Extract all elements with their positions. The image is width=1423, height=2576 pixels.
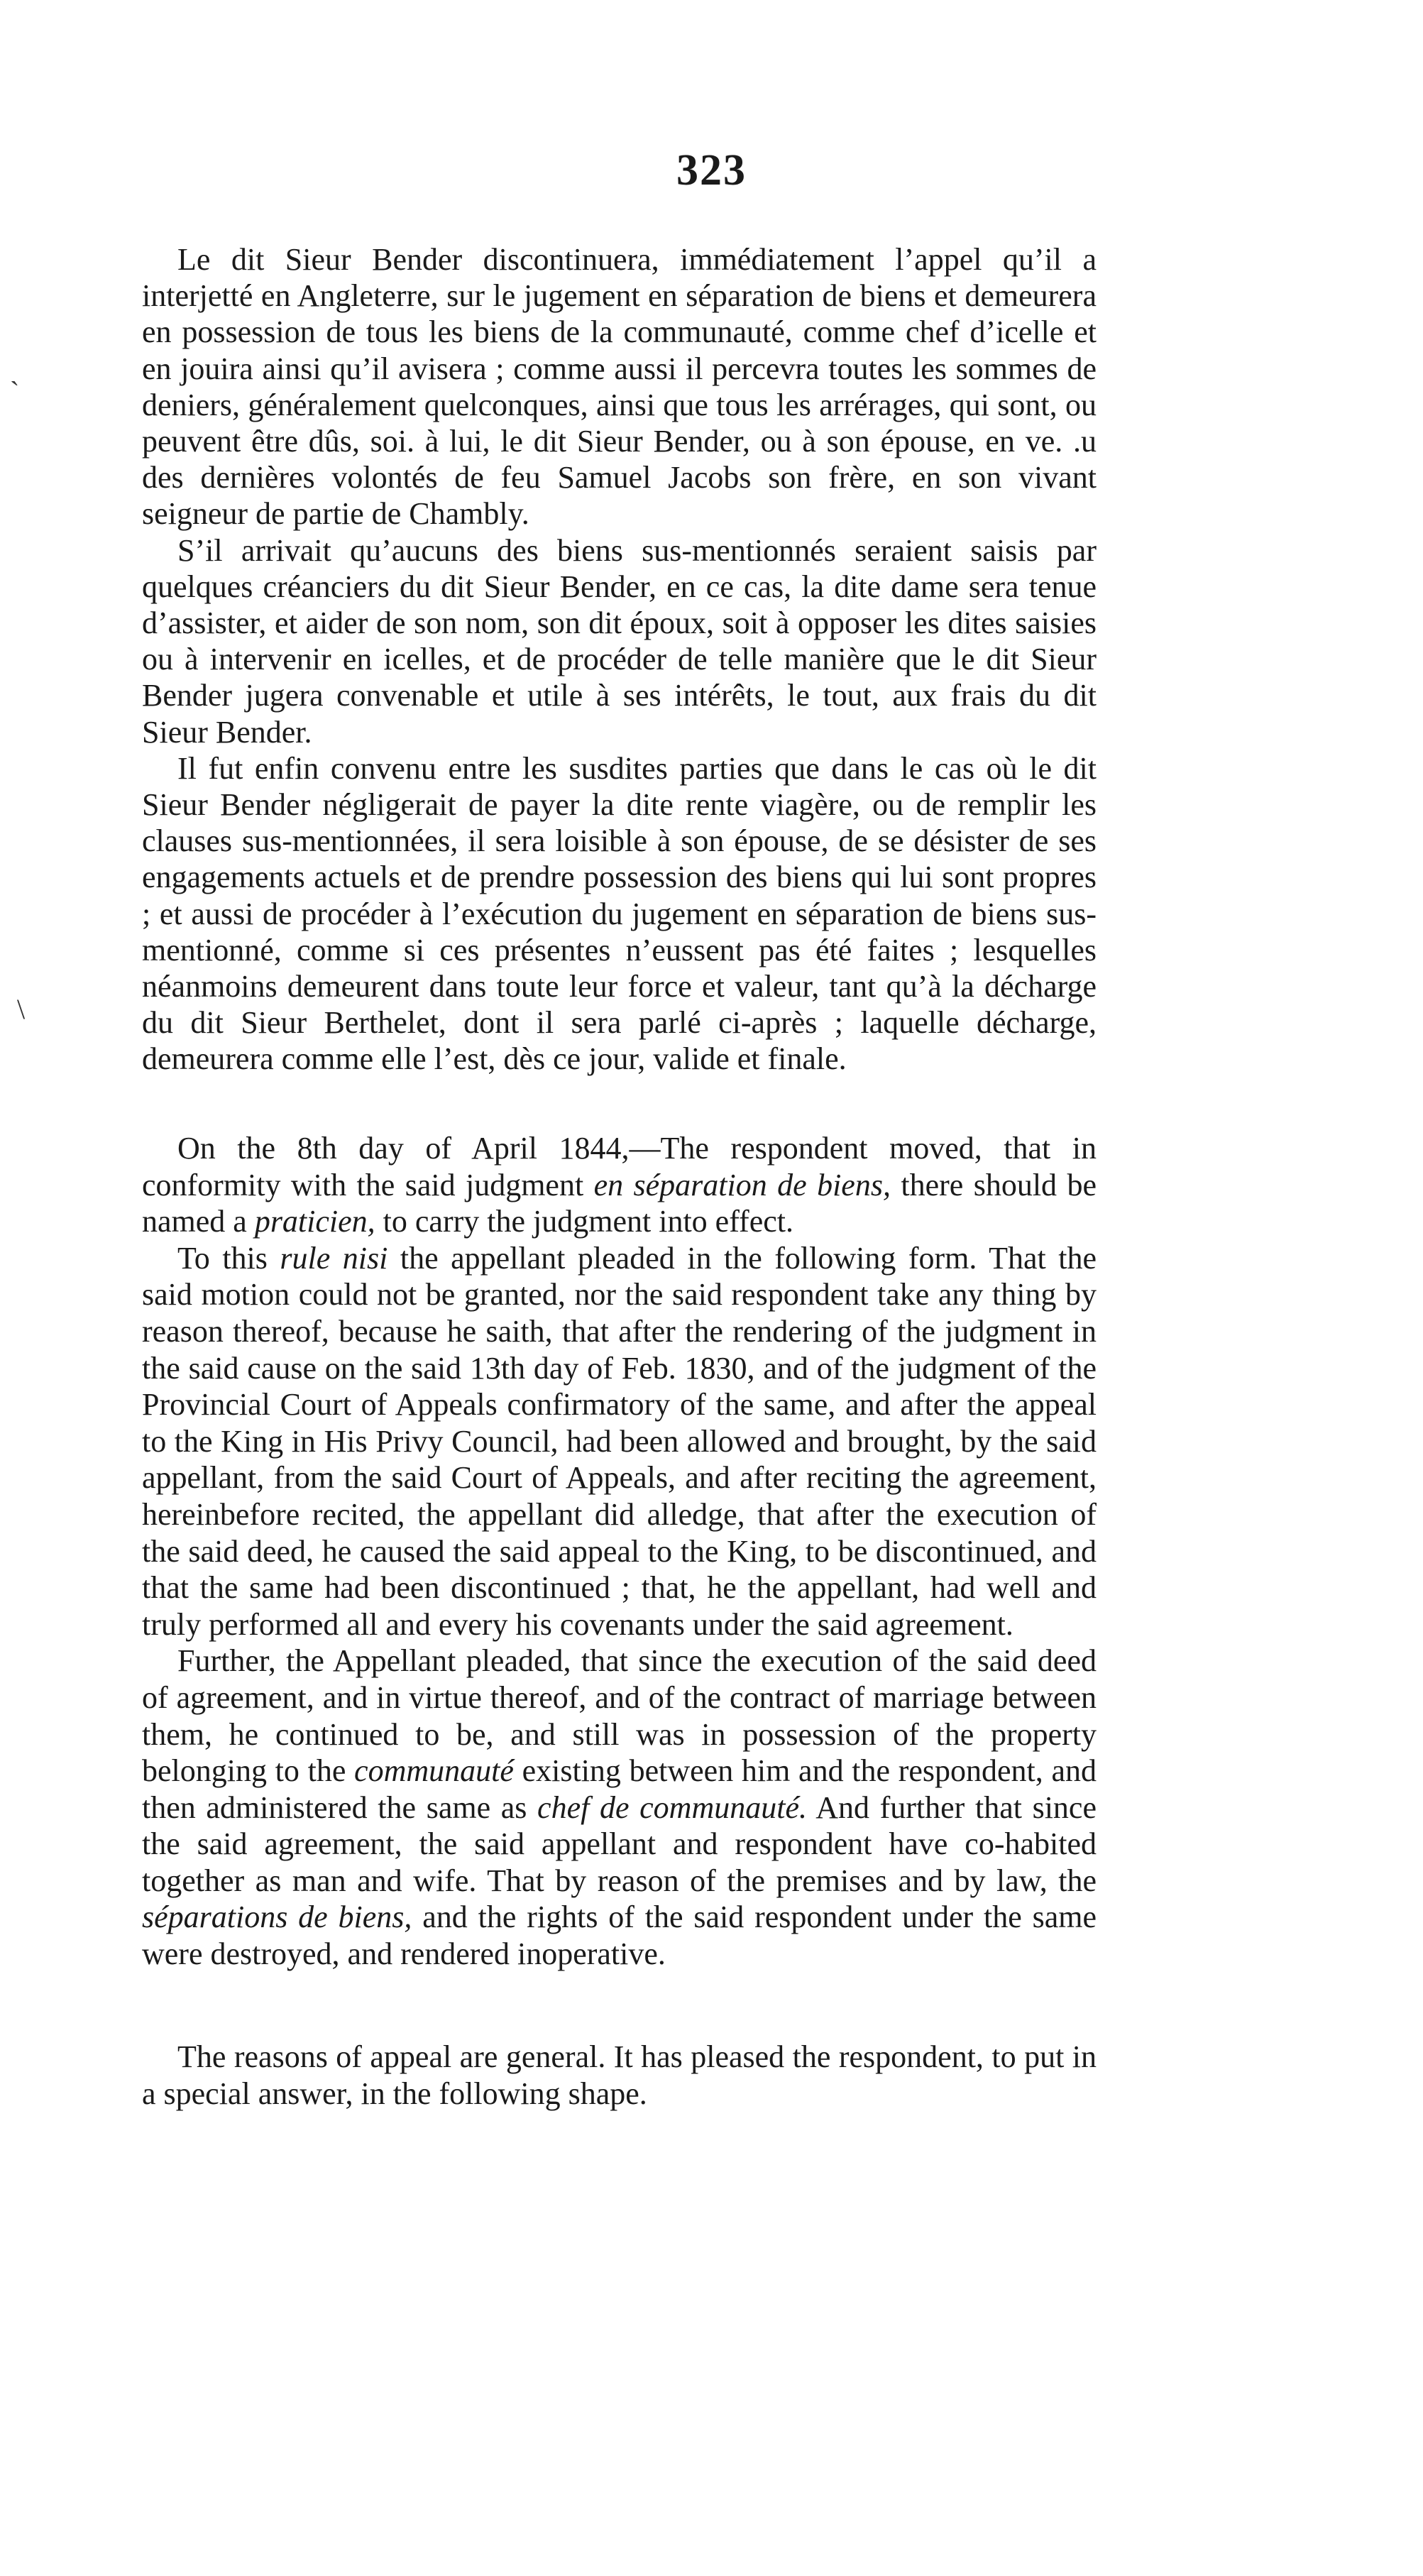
text-run: On the 8th day of April 1844,—The respondent moved, that in conformity with the said judgment (142, 1131, 1097, 1202)
english-passage (142, 1130, 1097, 1973)
text-run: And further that since the said agreement, the said appellant and respondent have co-habited together as man and wife. That by reason of the premises and by law, the (142, 1790, 1097, 1898)
paragraph: Le dit Sieur Bender discontinuera, immédiatement l’appel qu’il a interjetté en Angleterre, sur le jugement en séparation de biens et demeurera en possession de tous les biens de la communauté, comme chef d’icelle et en jouira ainsi qu’il avisera ; comme aussi il percevra toutes les sommes de deniers, généralement quelconques, ainsi que tous les arrérages, qui sont, ou peuvent être dûs, soi. à lui, le dit Sieur Bender, ou à son épouse, en ve. .u des dernières volontés de feu Samuel Jacobs son frère, en son vivant seigneur de partie de Chambly. (142, 242, 1097, 532)
page-number: 323 (676, 146, 747, 194)
text-run: Further, the Appellant pleaded, that since the execution of the said deed of agreement, and in virtue thereof, and of the contract of marriage between them, he continued to be, and still was in possession of the property belonging to the (142, 1643, 1097, 1789)
closing-passage (142, 2039, 1097, 2112)
italic-term: praticien, (254, 1204, 375, 1239)
paragraph: The reasons of appeal are general. It has pleased the respondent, to put in a special answer, in the following shape. (142, 2039, 1097, 2111)
paragraph (142, 1240, 1097, 1643)
italic-term: en séparation de biens, (593, 1167, 891, 1202)
text-run: to carry the judgment into effect. (375, 1204, 793, 1239)
text-run: To this (177, 1240, 280, 1276)
italic-term: chef de communauté. (537, 1790, 807, 1825)
paragraph (142, 1643, 1097, 1972)
text-run: and the rights of the said respondent under the same were destroyed, and rendered inoperative. (142, 1900, 1097, 1972)
italic-term: communauté (354, 1753, 514, 1789)
italic-term: séparations de biens, (142, 1900, 412, 1935)
text-run: the appellant pleaded in the following form. That the said motion could not be granted, nor the said respondent take any thing by reason thereof, because he saith, that after the rendering of the judgment in the said cause on the said 13th day of Feb. 1830, and of the judgment of the Provincial Court of Appeals confirmatory of the same, and after the appeal to the King in His Privy Council, had been allowed and brought, by the said appellant, from the said Court of Appeals, and after reciting the agreement, hereinbefore recited, the appellant did alledge, that after the execution of the said deed, he caused the said appeal to the King, to be discontinued, and that the same had been discontinued ; that, he the appellant, had well and truly performed all and every his covenants under the said agreement. (142, 1240, 1097, 1642)
margin-mark: \ (17, 993, 26, 1025)
paragraph: Il fut enfin convenu entre les susdites parties que dans le cas où le dit Sieur Bender négligerait de payer la dite rente viagère, ou de remplir les clauses sus-mentionnées, il sera loisible à son épouse, de se désister de ses engagements actuels et de prendre possession des biens qui lui sont propres ; et aussi de procéder à l’exécution du jugement en séparation de biens sus-mentionné, comme si ces présentes n’eussent pas été faites ; lesquelles néanmoins demeurent dans toute leur force et valeur, tant qu’à la décharge du dit Sieur Berthelet, dont il sera parlé ci-après ; laquelle décharge, demeurera comme elle l’est, dès ce jour, valide et finale. (142, 750, 1097, 1077)
french-passage (142, 241, 1097, 1078)
margin-mark: ` (10, 376, 20, 407)
text-run: there should be named a (142, 1167, 1097, 1239)
italic-term: rule nisi (280, 1240, 388, 1276)
paragraph (142, 1130, 1097, 1240)
text-run: existing between him and the respondent, and then administered the same as (142, 1753, 1097, 1825)
paragraph: S’il arrivait qu’aucuns des biens sus-mentionnés seraient saisis par quelques créanciers du dit Sieur Bender, en ce cas, la dite dame sera tenue d’assister, et aider de son nom, son dit époux, soit à opposer les dites saisies ou à intervenir en icelles, et de procéder de telle manière que le dit Sieur Bender jugera convenable et utile à ses intérêts, le tout, aux frais du dit Sieur Bender. (142, 532, 1097, 750)
